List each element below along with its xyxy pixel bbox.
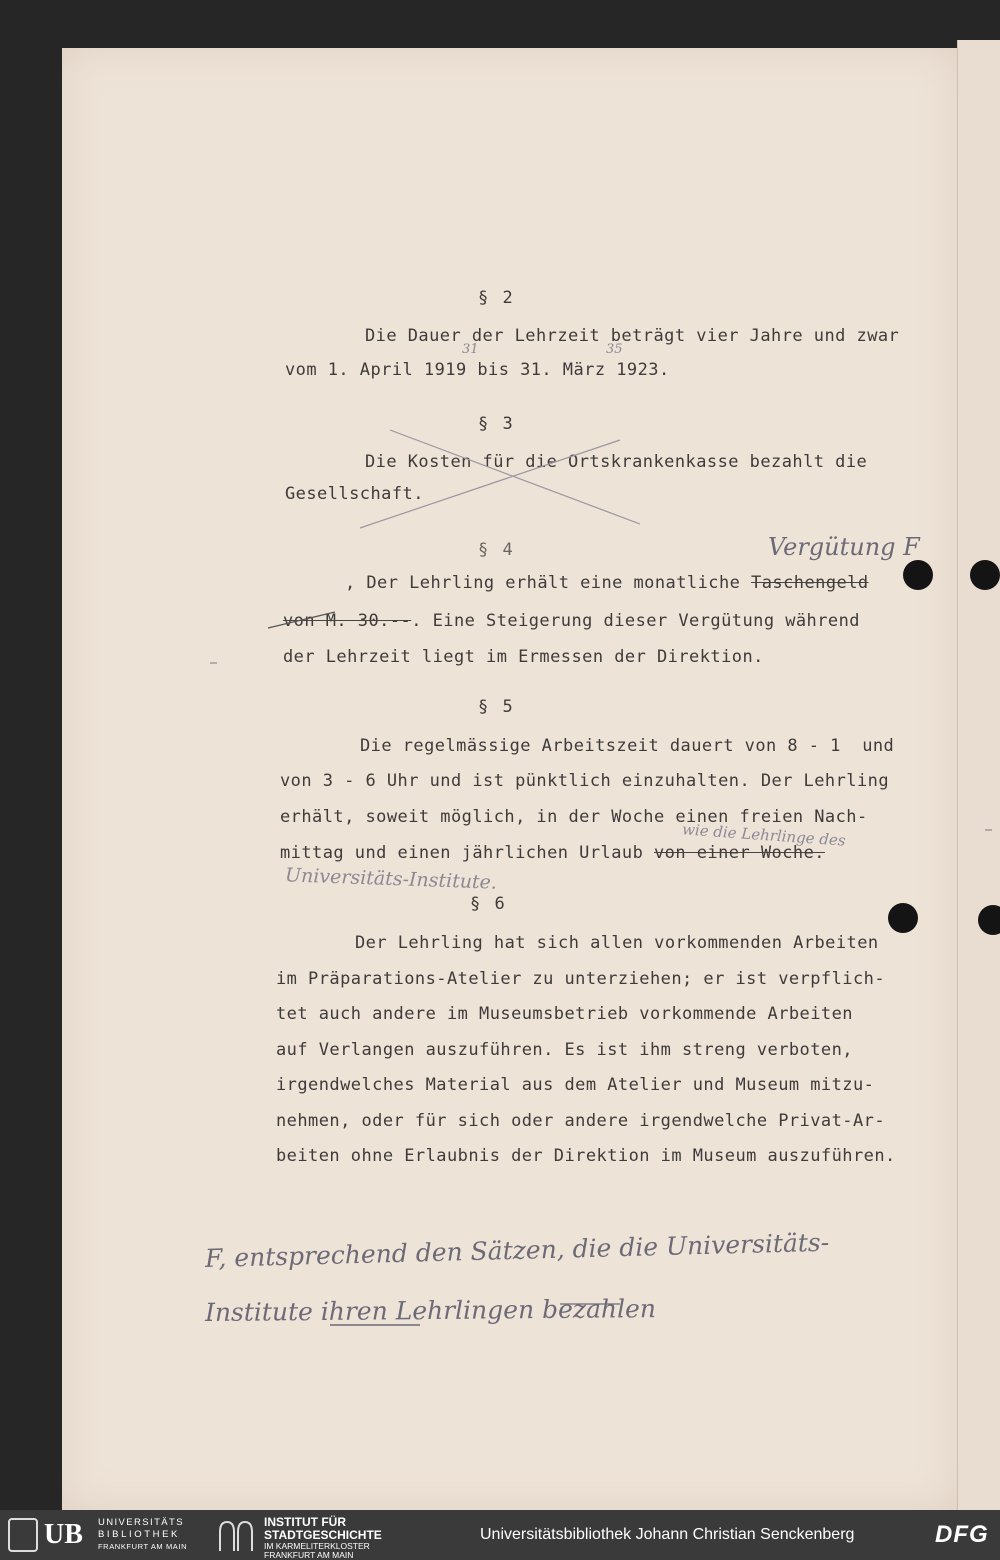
section-6-line-1: Der Lehrling hat sich allen vorkommenden Arbeiten [355,933,879,953]
section-6-line-6: nehmen, oder für sich oder andere irgendwelche Privat-Ar- [276,1111,886,1131]
section-5-pencil-note-line-2: Universitäts-Institute. [284,864,498,894]
section-2-pencil-note-31: 31 [462,342,479,357]
section-2-line-2: vom 1. April 1919 bis 31. März 1923. [285,360,670,380]
section-5-line-2: von 3 - 6 Uhr und ist pünktlich einzuhalten. Der Lehrling [280,771,890,791]
ub-logo: UB [44,1519,83,1550]
section-6-line-7: beiten ohne Erlaubnis der Direktion im Museum auszuführen. [276,1146,896,1166]
section-3-cross-stroke [360,440,620,528]
section-4-line-3: der Lehrzeit liegt im Ermessen der Direktion. [283,647,764,667]
section-5-line-3: erhält, soweit möglich, in der Woche einen freien Nach- [280,807,868,827]
section-4-handwritten-verguetung: Vergütung F [768,533,920,561]
section-3-cross-stroke [390,430,640,524]
section-6-line-5: irgendwelches Material aus dem Atelier und Museum mitzu- [276,1075,875,1095]
section-4-line-2-text: . Eine Steigerung dieser Vergütung während [411,611,860,631]
ub-logo-line-1: UNIVERSITÄTS [98,1517,184,1528]
section-4-struck-amount: von M. 30.-- [283,611,412,631]
section-4-line-1: , Der Lehrling erhält eine monatliche Taschengeld [345,573,869,593]
isg-logo-line-3: IM KARMELITERKLOSTER [264,1541,370,1551]
dfg-logo: DFG [935,1521,989,1548]
footnote-handwritten-line-1: F, entsprechend den Sätzen, die die Universitäts- [204,1227,830,1273]
section-3-heading: § 3 [478,414,515,434]
section-4-struck-taschengeld: Taschengeld [751,573,869,593]
section-5-struck-woche: von einer Woche. [653,843,825,863]
footer-bar [0,1510,1000,1560]
section-6-line-3: tet auch andere im Museumsbetrieb vorkommende Arbeiten [276,1004,853,1024]
section-2-heading: § 2 [478,288,515,308]
section-4-line-1-text: Der Lehrling erhält eine monatliche [366,573,741,593]
section-5-heading: § 5 [478,697,515,717]
isg-logo-line-4: FRANKFURT AM MAIN [264,1550,354,1560]
isg-logo-line-1: INSTITUT FÜR [264,1515,346,1529]
section-5-pencil-note-line-1: wie die Lehrlinge des [681,820,847,850]
section-6-heading: § 6 [470,894,507,914]
section-2-line-1: Die Dauer der Lehrzeit beträgt vier Jahre und zwar [365,326,900,346]
section-4-strike-stroke [268,612,335,628]
section-4-heading: § 4 [478,540,515,560]
section-2-pencil-note-35: 35 [606,342,623,357]
ub-emblem-icon [8,1518,38,1552]
section-6-line-2: im Präparations-Atelier zu unterziehen; er ist verpflich- [276,969,886,989]
section-5-line-1: Die regelmässige Arbeitszeit dauert von 8 - 1 und [360,736,895,756]
footnote-handwritten-line-2: Institute ihren Lehrlingen bezahlen [204,1294,657,1327]
ub-logo-line-3: FRANKFURT AM MAIN [98,1542,188,1551]
library-name: Universitätsbibliothek Johann Christian Senckenberg [480,1526,855,1543]
section-3-line-2: Gesellschaft. [285,484,424,504]
section-5-line-4-text: mittag und einen jährlichen Urlaub [280,843,644,863]
section-6-line-4: auf Verlangen auszuführen. Es ist ihm streng verboten, [276,1040,853,1060]
section-3-line-1: Die Kosten für die Ortskrankenkasse bezahlt die [365,452,868,472]
isg-logo-line-2: STADTGESCHICHTE [264,1528,382,1542]
isg-arches-icon [218,1518,254,1552]
ub-logo-line-2: BIBLIOTHEK [98,1529,180,1540]
